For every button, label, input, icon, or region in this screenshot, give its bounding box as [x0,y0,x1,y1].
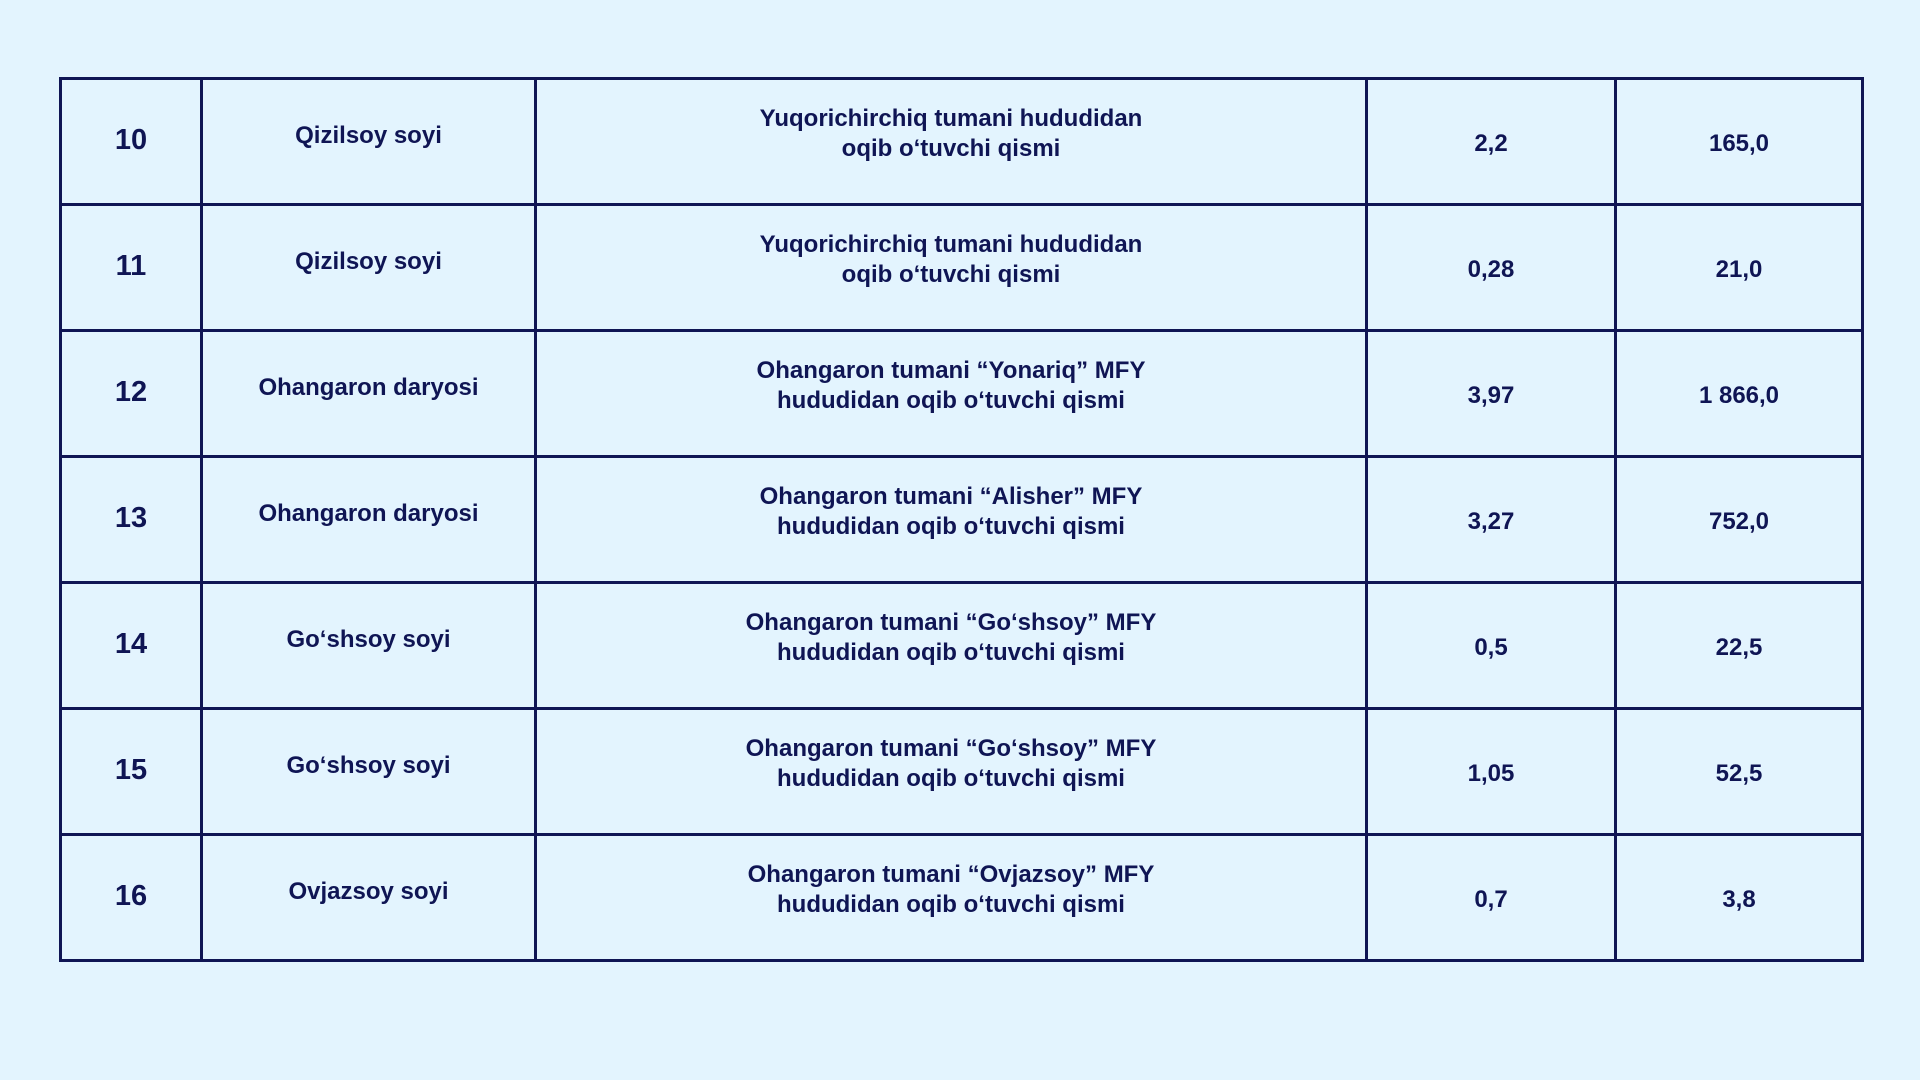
water-body-name-cell [202,709,536,835]
value-1-cell [1367,205,1616,331]
table-row [61,79,1863,205]
value-1-cell [1367,79,1616,205]
row-number-cell [61,835,202,961]
section-description-cell [536,709,1367,835]
value-1: 0,7 [1474,885,1508,913]
section-description [760,482,1143,542]
table-row [61,835,1863,961]
description-line-2: hududidan oqib o‘tuvchi qismi [777,638,1125,666]
row-number-cell [61,331,202,457]
water-body-name-cell [202,583,536,709]
value-1-cell [1367,457,1616,583]
description-line-2: hududidan oqib o‘tuvchi qismi [777,764,1125,792]
section-description [746,608,1157,668]
description-line-2: hududidan oqib o‘tuvchi qismi [777,386,1125,414]
value-2: 1 866,0 [1698,381,1780,409]
table-row [61,205,1863,331]
river-sections-table [59,77,1864,962]
water-body-name: Go‘shsoy soyi [286,625,451,653]
description-line-1: Yuqorichirchiq tumani hududidan [759,104,1143,132]
water-body-name: Ohangaron daryosi [258,499,479,527]
section-description-cell [536,835,1367,961]
value-2-cell [1616,835,1863,961]
value-2-cell [1616,583,1863,709]
row-number-cell [61,205,202,331]
water-body-name-cell [202,205,536,331]
row-number: 11 [115,249,147,282]
value-1: 0,28 [1467,255,1515,283]
description-line-1: Ohangaron tumani “Go‘shsoy” MFY [745,608,1157,636]
description-line-1: Yuqorichirchiq tumani hududidan [759,230,1143,258]
value-2-cell [1616,709,1863,835]
description-line-2: hududidan oqib o‘tuvchi qismi [777,512,1125,540]
section-description-cell [536,583,1367,709]
section-description [746,734,1157,794]
row-number: 13 [114,501,148,534]
value-1-cell [1367,583,1616,709]
table-row [61,709,1863,835]
value-2-cell [1616,79,1863,205]
section-description-cell [536,205,1367,331]
table-row [61,583,1863,709]
description-line-1: Ohangaron tumani “Go‘shsoy” MFY [745,734,1157,762]
section-description [757,356,1146,416]
row-number: 15 [114,753,148,786]
value-2: 752,0 [1708,507,1770,535]
water-body-name: Qizilsoy soyi [295,121,442,149]
section-description-cell [536,331,1367,457]
row-number: 12 [114,375,148,408]
value-1-cell [1367,835,1616,961]
row-number-cell [61,457,202,583]
description-line-1: Ohangaron tumani “Ovjazsoy” MFY [747,860,1155,888]
value-1: 1,05 [1467,759,1515,787]
row-number: 16 [114,879,148,912]
table-row [61,331,1863,457]
value-1: 2,2 [1474,129,1508,157]
row-number-cell [61,709,202,835]
water-body-name: Go‘shsoy soyi [286,751,451,779]
water-body-name: Ohangaron daryosi [258,373,479,401]
value-2: 52,5 [1715,759,1763,787]
water-body-name-cell [202,79,536,205]
water-body-name-cell [202,331,536,457]
description-line-2: hududidan oqib o‘tuvchi qismi [777,890,1125,918]
section-description-cell [536,457,1367,583]
row-number: 10 [114,123,148,156]
description-line-1: Ohangaron tumani “Alisher” MFY [759,482,1143,510]
value-2: 3,8 [1722,885,1756,913]
value-1: 3,97 [1467,381,1515,409]
value-2: 165,0 [1708,129,1770,157]
water-body-name-cell [202,457,536,583]
row-number-cell [61,79,202,205]
value-1: 0,5 [1474,633,1508,661]
water-body-name: Qizilsoy soyi [295,247,442,275]
section-description [748,860,1155,920]
value-1-cell [1367,709,1616,835]
value-1-cell [1367,331,1616,457]
value-2-cell [1616,457,1863,583]
row-number-cell [61,583,202,709]
section-description [760,230,1143,290]
value-2-cell [1616,205,1863,331]
value-2: 21,0 [1715,255,1763,283]
water-body-name: Ovjazsoy soyi [288,877,449,905]
description-line-2: oqib o‘tuvchi qismi [841,260,1061,288]
section-description [760,104,1143,164]
section-description-cell [536,79,1367,205]
row-number: 14 [114,627,148,660]
table-row [61,457,1863,583]
value-2: 22,5 [1715,633,1763,661]
value-1: 3,27 [1467,507,1515,535]
water-body-name-cell [202,835,536,961]
value-2-cell [1616,331,1863,457]
description-line-2: oqib o‘tuvchi qismi [841,134,1061,162]
description-line-1: Ohangaron tumani “Yonariq” MFY [756,356,1146,384]
